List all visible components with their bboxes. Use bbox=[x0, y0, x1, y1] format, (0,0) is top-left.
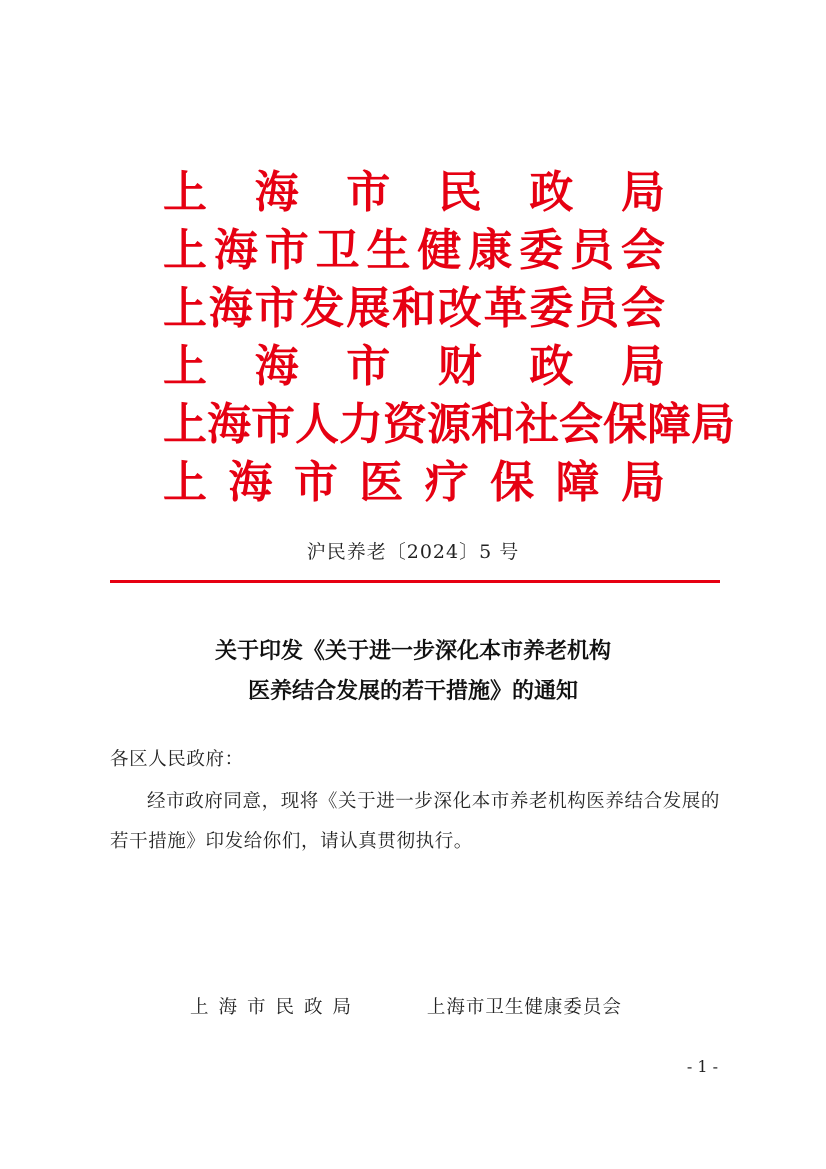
document-title-line-2: 医养结合发展的若干措施》的通知 bbox=[247, 679, 578, 704]
red-separator-line bbox=[110, 580, 720, 583]
issuer-development-reform-commission bbox=[163, 280, 665, 338]
issuer-human-resources-bureau bbox=[163, 396, 735, 454]
page-number: - 1 - bbox=[686, 1057, 718, 1076]
issuer-char: 政 bbox=[529, 341, 574, 392]
issuer-char: 上 bbox=[163, 457, 207, 508]
issuer-char: 康 bbox=[468, 225, 513, 276]
signature-civil-affairs: 上海市民政局 bbox=[190, 997, 362, 1018]
issuer-char: 上 bbox=[163, 225, 207, 276]
issuer-char: 上 bbox=[163, 283, 207, 334]
issuer-char: 财 bbox=[437, 341, 482, 392]
issuer-civil-affairs-bureau bbox=[163, 164, 665, 222]
issuer-char: 海 bbox=[207, 399, 251, 450]
issuer-char: 海 bbox=[228, 457, 273, 508]
issuer-char: 资 bbox=[383, 399, 427, 450]
issuer-char: 保 bbox=[603, 399, 647, 450]
issuer-health-commission bbox=[163, 222, 665, 280]
issuer-char: 委 bbox=[529, 283, 574, 334]
issuer-char: 海 bbox=[254, 341, 299, 392]
issuing-authorities bbox=[163, 164, 735, 512]
document-title-line-1: 关于印发《关于进一步深化本市养老机构 bbox=[214, 639, 611, 664]
body-paragraph: 经市政府同意，现将《关于进一步深化本市养老机构医养结合发展的若干措施》印发给你们，请认真贯彻执行。 bbox=[110, 791, 721, 852]
issuer-char: 上 bbox=[163, 399, 207, 450]
issuer-char: 会 bbox=[620, 283, 665, 334]
issuer-char: 市 bbox=[293, 457, 338, 508]
issuer-char: 医 bbox=[359, 457, 404, 508]
issuer-finance-bureau bbox=[163, 338, 665, 396]
issuer-medical-security-bureau bbox=[163, 454, 665, 512]
issuer-char: 市 bbox=[346, 341, 391, 392]
issuer-char: 卫 bbox=[315, 225, 360, 276]
issuer-char: 委 bbox=[519, 225, 564, 276]
issuer-char: 海 bbox=[213, 225, 258, 276]
issuer-char: 上 bbox=[163, 341, 207, 392]
issuer-char: 和 bbox=[471, 399, 515, 450]
issuer-char: 海 bbox=[208, 283, 253, 334]
issuer-char: 局 bbox=[691, 399, 735, 450]
issuer-char: 员 bbox=[575, 283, 620, 334]
signature-block bbox=[190, 993, 622, 1019]
issuer-char: 市 bbox=[346, 167, 391, 218]
issuer-char: 源 bbox=[427, 399, 471, 450]
issuer-char: 局 bbox=[620, 341, 665, 392]
issuer-char: 市 bbox=[254, 283, 299, 334]
issuer-char: 会 bbox=[559, 399, 603, 450]
salutation: 各区人民政府： bbox=[110, 749, 244, 770]
issuer-char: 上 bbox=[163, 167, 207, 218]
issuer-char: 和 bbox=[391, 283, 436, 334]
issuer-char: 障 bbox=[555, 457, 600, 508]
issuer-char: 局 bbox=[620, 457, 665, 508]
issuer-char: 社 bbox=[515, 399, 559, 450]
issuer-char: 局 bbox=[620, 167, 665, 218]
issuer-char: 人 bbox=[295, 399, 339, 450]
issuer-char: 民 bbox=[437, 167, 482, 218]
issuer-char: 疗 bbox=[424, 457, 469, 508]
issuer-char: 展 bbox=[346, 283, 391, 334]
issuer-char: 生 bbox=[366, 225, 411, 276]
issuer-char: 市 bbox=[251, 399, 295, 450]
document-title bbox=[0, 632, 826, 712]
issuer-char: 员 bbox=[570, 225, 614, 276]
document-number: 沪民养老〔2024〕5 号 bbox=[306, 541, 520, 563]
issuer-char: 力 bbox=[339, 399, 383, 450]
issuer-char: 改 bbox=[437, 283, 482, 334]
issuer-char: 障 bbox=[647, 399, 691, 450]
issuer-char: 发 bbox=[300, 283, 345, 334]
issuer-char: 健 bbox=[417, 225, 462, 276]
issuer-char: 政 bbox=[529, 167, 574, 218]
issuer-char: 市 bbox=[264, 225, 309, 276]
issuer-char: 会 bbox=[620, 225, 665, 276]
issuer-char: 革 bbox=[483, 283, 528, 334]
signature-health-commission: 上海市卫生健康委员会 bbox=[426, 997, 622, 1018]
issuer-char: 海 bbox=[254, 167, 299, 218]
issuer-char: 保 bbox=[490, 457, 535, 508]
